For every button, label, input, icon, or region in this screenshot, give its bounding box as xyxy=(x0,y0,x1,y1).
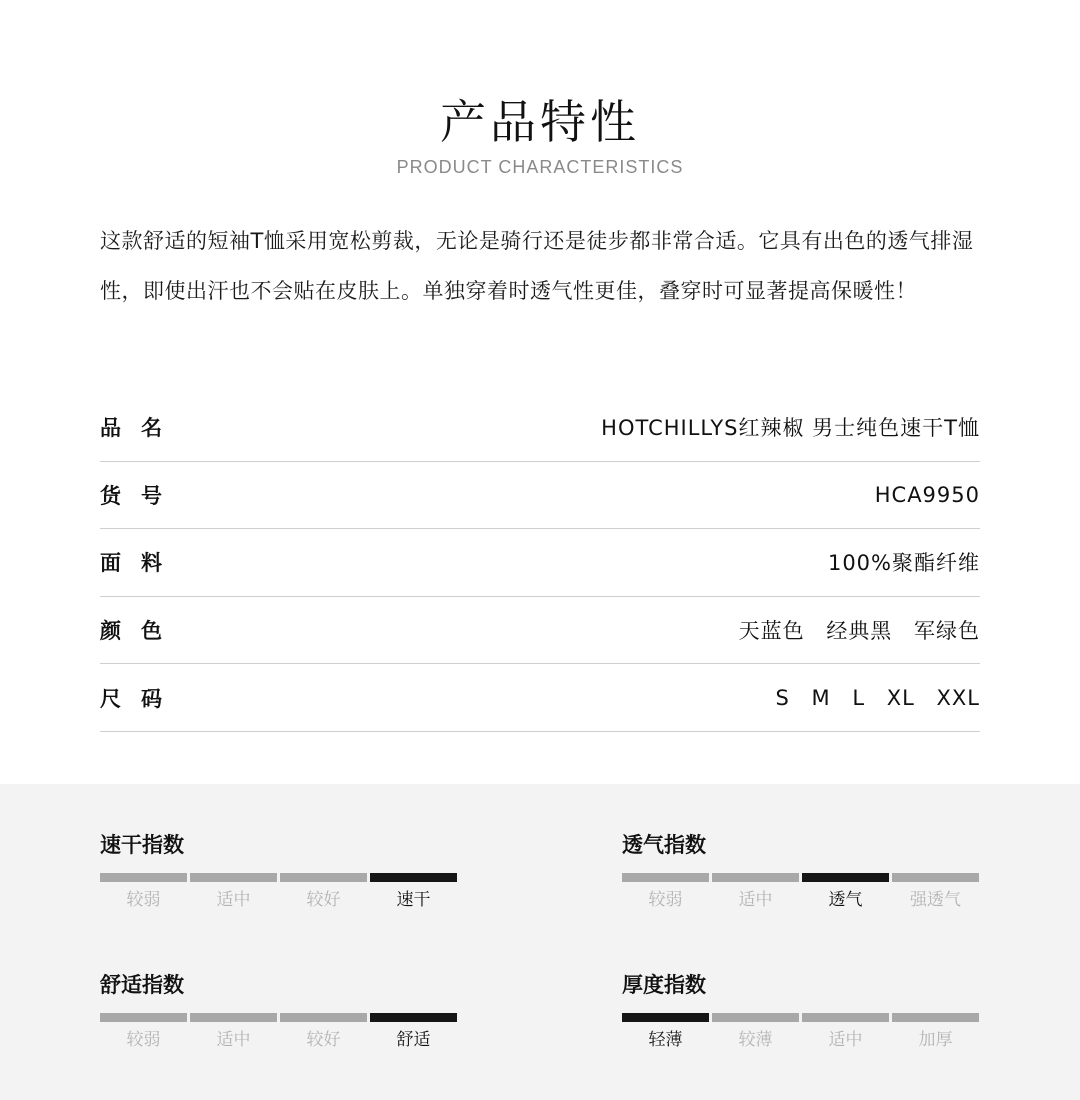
page-subtitle: PRODUCT CHARACTERISTICS xyxy=(396,157,684,177)
spec-value: 100%聚酯纤维 xyxy=(827,551,980,576)
spec-label: 尺码 xyxy=(100,686,182,711)
spec-row-color xyxy=(100,597,980,665)
index-level-label: 较弱 xyxy=(648,890,683,910)
index-segment xyxy=(370,1013,457,1022)
index-level-label: 轻薄 xyxy=(648,1030,683,1050)
page-title: 产品特性 xyxy=(440,95,640,149)
size-options xyxy=(776,686,981,710)
index-segment xyxy=(190,1013,277,1022)
index-segment xyxy=(280,1013,367,1022)
index-segment xyxy=(712,1013,799,1022)
spec-label: 面料 xyxy=(100,551,182,576)
index-segment xyxy=(100,1013,187,1022)
index-level-label: 适中 xyxy=(828,1030,863,1050)
index-title: 透气指数 xyxy=(622,833,706,857)
size-option: XL xyxy=(886,685,915,710)
spec-row-name xyxy=(100,394,980,462)
index-comfort xyxy=(100,970,460,1052)
index-level-label: 较薄 xyxy=(738,1030,773,1050)
index-segment xyxy=(712,873,799,882)
index-level-label: 强透气 xyxy=(910,890,961,910)
spec-value: HOTCHILLYS红辣椒 男士纯色速干T恤 xyxy=(601,416,980,441)
index-labels xyxy=(100,888,460,912)
color-option: 军绿色 xyxy=(914,619,980,644)
index-level-label: 适中 xyxy=(738,890,773,910)
index-segment xyxy=(802,1013,889,1022)
size-option: XXL xyxy=(936,685,980,710)
section-header xyxy=(0,92,1080,178)
index-level-label: 较弱 xyxy=(126,1030,161,1050)
spec-row-fabric xyxy=(100,529,980,597)
color-option: 天蓝色 xyxy=(738,619,805,644)
index-labels xyxy=(622,888,982,912)
size-option: L xyxy=(852,685,866,710)
index-level-label: 适中 xyxy=(216,1030,251,1050)
index-segment xyxy=(892,1013,979,1022)
index-segment xyxy=(370,873,457,882)
index-panel xyxy=(0,784,1080,1100)
index-level-label: 透气 xyxy=(828,890,863,910)
index-segment xyxy=(100,873,187,882)
index-bar xyxy=(622,1013,982,1022)
index-level-label: 加厚 xyxy=(918,1030,953,1050)
index-segment xyxy=(622,873,709,882)
color-options xyxy=(739,615,980,645)
index-title: 厚度指数 xyxy=(622,973,706,997)
index-segment xyxy=(190,873,277,882)
spec-value: HCA9950 xyxy=(874,482,980,507)
size-option: M xyxy=(811,685,831,710)
index-bar xyxy=(622,873,982,882)
index-labels xyxy=(100,1028,460,1052)
index-level-label: 较好 xyxy=(306,1030,341,1050)
product-description: 这款舒适的短袖T恤采用宽松剪裁，无论是骑行还是徒步都非常合适。它具有出色的透气排湿性，即使出汗也不会贴在皮肤上。单独穿着时透气性更佳，叠穿时可显著提高保暖性！ xyxy=(100,229,974,303)
spec-table xyxy=(100,394,980,732)
index-breathability xyxy=(622,830,982,912)
index-thickness xyxy=(622,970,982,1052)
index-segment xyxy=(622,1013,709,1022)
index-title: 速干指数 xyxy=(100,833,184,857)
index-level-label: 较弱 xyxy=(126,890,161,910)
index-level-label: 适中 xyxy=(216,890,251,910)
spec-label: 货号 xyxy=(100,483,182,508)
color-option: 经典黑 xyxy=(826,619,893,644)
index-quick-dry xyxy=(100,830,460,912)
size-option: S xyxy=(775,685,790,710)
spec-row-sku xyxy=(100,462,980,530)
index-labels xyxy=(622,1028,982,1052)
index-title: 舒适指数 xyxy=(100,973,184,997)
index-level-label: 速干 xyxy=(396,890,431,910)
index-bar xyxy=(100,1013,460,1022)
index-segment xyxy=(280,873,367,882)
index-segment xyxy=(802,873,889,882)
spec-label: 颜色 xyxy=(100,619,182,644)
index-level-label: 较好 xyxy=(306,890,341,910)
index-bar xyxy=(100,873,460,882)
spec-label: 品名 xyxy=(100,416,182,441)
index-segment xyxy=(892,873,979,882)
index-level-label: 舒适 xyxy=(396,1030,431,1050)
spec-row-size xyxy=(100,664,980,732)
